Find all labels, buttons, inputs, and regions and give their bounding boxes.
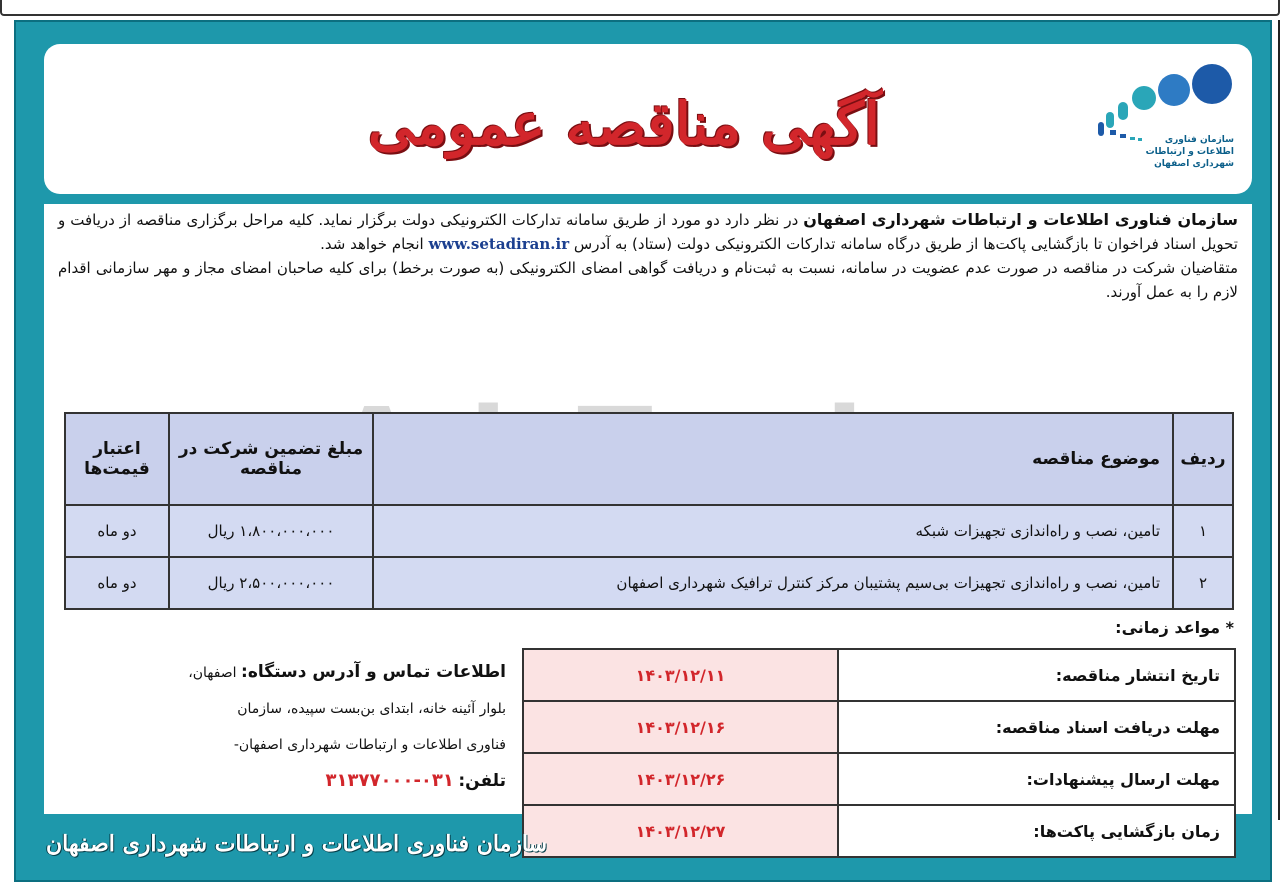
- logo-dots-icon: [1034, 64, 1234, 144]
- table-header-row: [65, 413, 1233, 505]
- contact-address-line-2: بلوار آئینه خانه، ابتدای بن‌بست سپیده، سازمان: [237, 701, 506, 717]
- contact-address-start: اصفهان،: [188, 665, 242, 681]
- intro-line-2: کلیه مراحل برگزاری مناقصه از دریافت و تحویل اسناد فراخوان تا بازگشایی پاکت‌ها از طریق درگاه سامانه تدارکات الکترونیکی دولت (ستاد) به آدرس: [58, 211, 1238, 253]
- logo-text: [1124, 134, 1234, 170]
- logo-line-2: اطلاعات و ارتباطات: [1145, 147, 1234, 157]
- row-number: ۱: [1173, 505, 1233, 557]
- header-row-number: ردیف: [1173, 413, 1233, 505]
- logo-line-1: سازمان فناوری: [1164, 135, 1234, 145]
- intro-line-1: در نظر دارد دو مورد از طریق سامانه تدارکات الکترونیکی دولت برگزار نماید.: [318, 211, 804, 229]
- intro-line-2-end: انجام خواهد شد.: [320, 235, 429, 253]
- schedule-row: [523, 649, 1235, 701]
- schedule-date: ۱۴۰۳/۱۲/۱۱: [523, 649, 838, 701]
- organization-logo: [1034, 64, 1234, 189]
- footer-org-name: سازمان فناوری اطلاعات و ارتباطات شهرداری اصفهان: [46, 831, 548, 857]
- tender-subject: تامین، نصب و راه‌اندازی تجهیزات بی‌سیم پشتیبان مرکز کنترل ترافیک شهرداری اصفهان: [373, 557, 1173, 609]
- body-panel: [44, 204, 1252, 841]
- intro-line-3: متقاضیان شرکت در مناقصه در صورت عدم عضویت در سامانه، نسبت به ثبت‌نام و دریافت گواهی امضای الکترونیکی (به صورت برخط) برای کلیه صاحبان امضای مجاز و مهر سازمانی اقدام لازم را به عمل آورند.: [58, 259, 1238, 301]
- header-validity: اعتبار قیمت‌ها: [65, 413, 169, 505]
- logo-line-3: شهرداری اصفهان: [1154, 159, 1234, 169]
- schedule-date: ۱۴۰۳/۱۲/۲۷: [523, 805, 838, 857]
- schedule-date: ۱۴۰۳/۱۲/۱۶: [523, 701, 838, 753]
- contact-info: [60, 654, 506, 800]
- schedule-row: [523, 753, 1235, 805]
- price-validity: دو ماه: [65, 557, 169, 609]
- intro-text: [44, 204, 1252, 304]
- footer-bar: [14, 818, 1272, 870]
- row-number: ۲: [1173, 557, 1233, 609]
- schedule-title: * مواعد زمانی:: [1115, 618, 1234, 637]
- setad-url-link[interactable]: www.setadiran.ir: [428, 235, 570, 253]
- header-subject: موضوع مناقصه: [373, 413, 1173, 505]
- schedule-label: زمان بازگشایی پاکت‌ها:: [838, 805, 1235, 857]
- org-name: سازمان فناوری اطلاعات و ارتباطات شهرداری اصفهان: [803, 210, 1238, 229]
- schedule-label: مهلت ارسال پیشنهادات:: [838, 753, 1235, 805]
- top-frame: [0, 0, 1280, 16]
- table-row: [65, 505, 1233, 557]
- tender-advertisement: [14, 20, 1272, 882]
- tender-subject: تامین، نصب و راه‌اندازی تجهیزات شبکه: [373, 505, 1173, 557]
- phone-number[interactable]: ۰۳۱-۳۱۳۷۷۰۰۰: [325, 770, 454, 791]
- tender-table: [64, 412, 1234, 610]
- header-guarantee: مبلغ تضمین شرکت در مناقصه: [169, 413, 373, 505]
- guarantee-amount: ۱،۸۰۰،۰۰۰،۰۰۰ ریال: [169, 505, 373, 557]
- schedule-label: تاریخ انتشار مناقصه:: [838, 649, 1235, 701]
- table-row: [65, 557, 1233, 609]
- phone-label: تلفن:: [458, 771, 506, 791]
- guarantee-amount: ۲،۵۰۰،۰۰۰،۰۰۰ ریال: [169, 557, 373, 609]
- page-title: آگهی مناقصه عمومی: [367, 90, 881, 158]
- contact-heading: اطلاعات تماس و آدرس دستگاه:: [241, 662, 506, 682]
- schedule-row: [523, 701, 1235, 753]
- schedule-label: مهلت دریافت اسناد مناقصه:: [838, 701, 1235, 753]
- right-edge-strip: [1278, 20, 1288, 820]
- contact-address-line-3: فناوری اطلاعات و ارتباطات شهرداری اصفهان-: [233, 737, 506, 753]
- header-panel: [44, 44, 1252, 194]
- price-validity: دو ماه: [65, 505, 169, 557]
- schedule-date: ۱۴۰۳/۱۲/۲۶: [523, 753, 838, 805]
